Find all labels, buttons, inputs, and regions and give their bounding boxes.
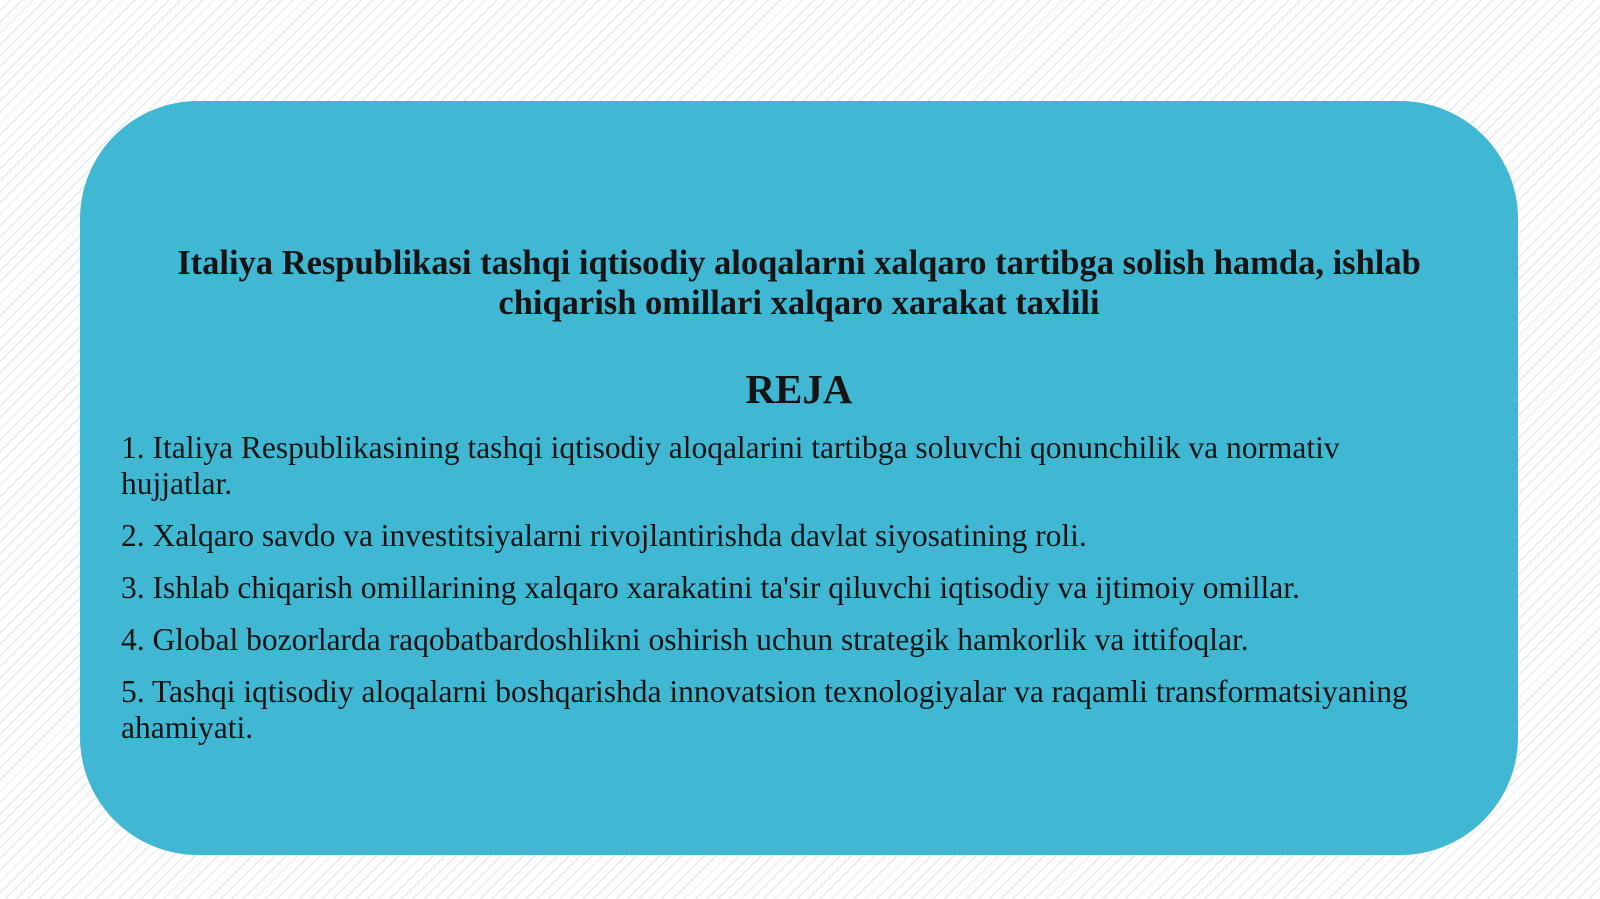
plan-item-1: 1. Italiya Respublikasining tashqi iqtisodiy aloqalarini tartibga soluvchi qonunchilik va normativ hujjatlar.: [121, 430, 1340, 501]
plan-item-3: 3. Ishlab chiqarish omillarining xalqaro xarakatini ta'sir qiluvchi iqtisodiy va ijtimoiy omillar.: [121, 570, 1300, 605]
plan-list: [121, 430, 1456, 762]
plan-heading: REJA: [745, 366, 853, 412]
content-card: [80, 101, 1518, 855]
plan-item-5: 5. Tashqi iqtisodiy aloqalarni boshqarishda innovatsion texnologiyalar va raqamli transformatsiyaning ahamiyati.: [121, 674, 1408, 745]
plan-item-4: 4. Global bozorlarda raqobatbardoshlikni oshirish uchun strategik hamkorlik va ittifoqlar.: [121, 622, 1249, 657]
slide-title: Italiya Respublikasi tashqi iqtisodiy aloqalarni xalqaro tartibga solish hamda, ishlab chiqarish omillari xalqaro xarakat taxlili: [177, 244, 1421, 322]
plan-item-2: 2. Xalqaro savdo va investitsiyalarni rivojlantirishda davlat siyosatining roli.: [121, 518, 1087, 553]
